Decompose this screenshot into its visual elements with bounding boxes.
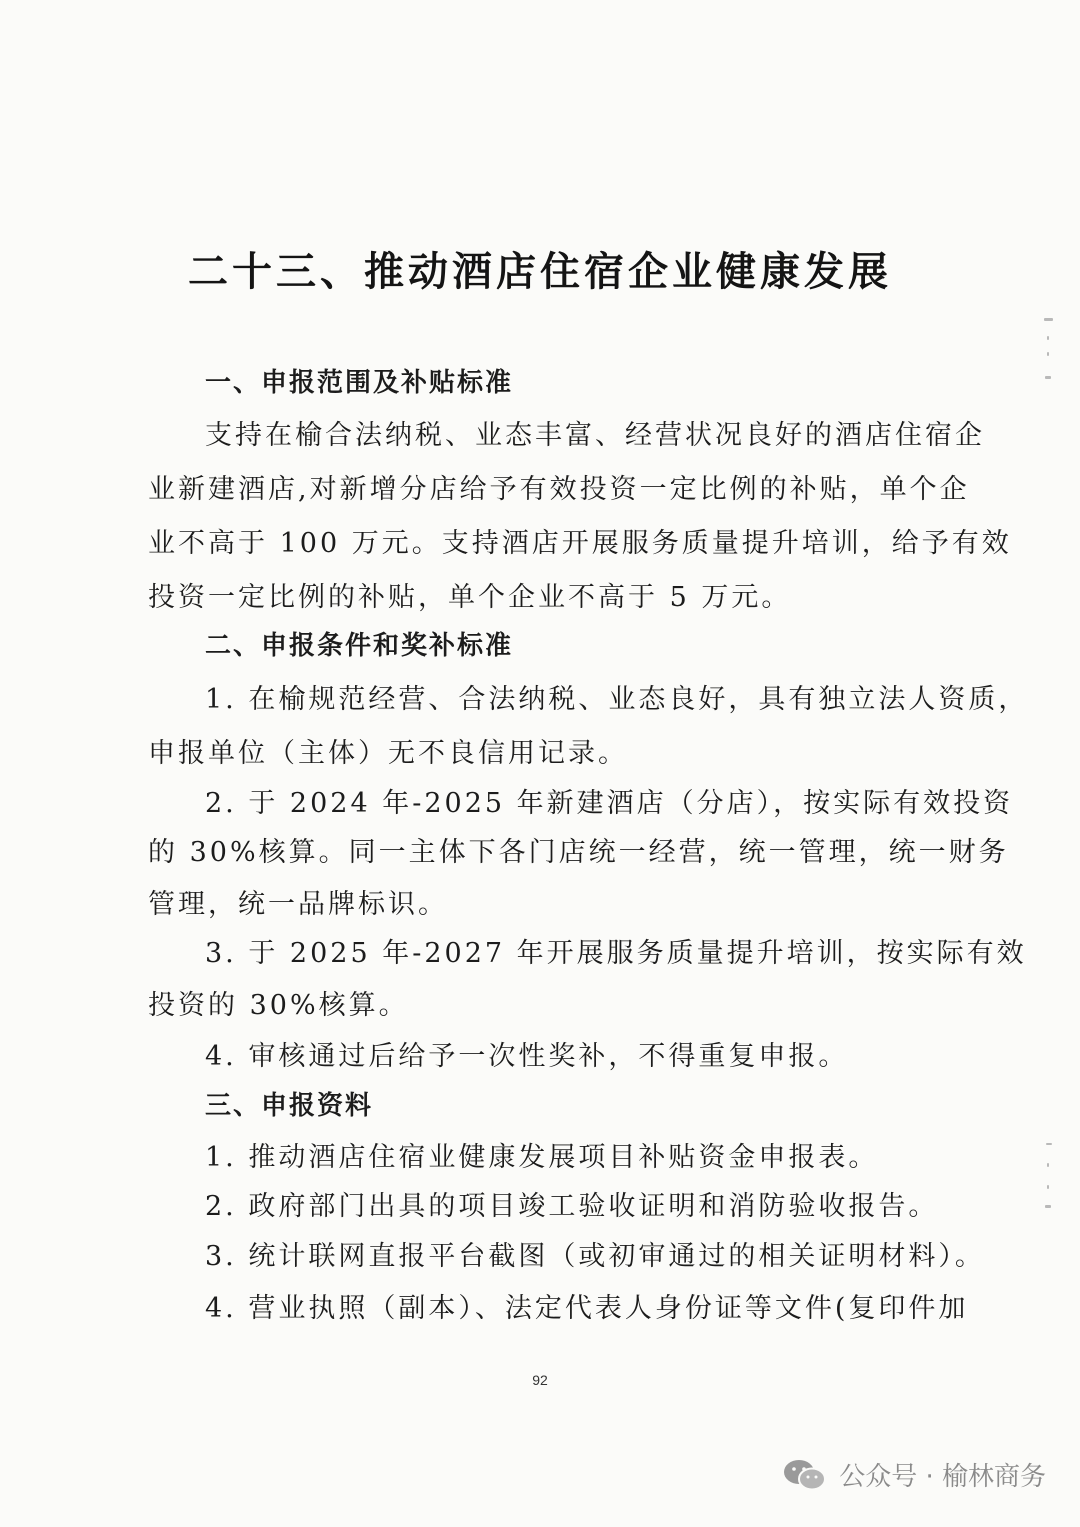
paragraph-line: 1. 推动酒店住宿业健康发展项目补贴资金申报表。 <box>205 1142 879 1173</box>
page-number: 92 <box>532 1372 548 1388</box>
paragraph-line: 4. 营业执照（副本）、法定代表人身份证等文件(复印件加 <box>205 1293 969 1324</box>
section-heading-2: 二、申报条件和奖补标准 <box>205 631 514 661</box>
scan-mark <box>1045 376 1051 379</box>
scan-mark <box>1047 336 1049 340</box>
paragraph-line: 管理，统一品牌标识。 <box>148 889 448 920</box>
paragraph-line: 投资一定比例的补贴，单个企业不高于 5 万元。 <box>148 582 792 613</box>
paragraph-line: 3. 于 2025 年-2027 年开展服务质量提升培训，按实际有效 <box>205 938 1027 969</box>
section-heading-1: 一、申报范围及补贴标准 <box>205 368 514 398</box>
paragraph-line: 申报单位（主体）无不良信用记录。 <box>148 738 628 769</box>
paragraph-line: 业不高于 100 万元。支持酒店开展服务质量提升培训，给予有效 <box>148 528 1012 559</box>
watermark <box>781 1456 1046 1493</box>
paragraph-line: 2. 政府部门出具的项目竣工验收证明和消防验收报告。 <box>205 1191 939 1222</box>
wechat-icon <box>781 1457 829 1493</box>
scan-mark <box>1045 1205 1051 1208</box>
section-heading-3: 三、申报资料 <box>205 1091 374 1121</box>
paragraph-line: 投资的 30%核算。 <box>148 990 409 1021</box>
scan-mark <box>1044 318 1053 321</box>
paragraph-line: 4. 审核通过后给予一次性奖补，不得重复申报。 <box>205 1041 849 1072</box>
paragraph-line: 1. 在榆规范经营、合法纳税、业态良好，具有独立法人资质， <box>205 684 1029 715</box>
scan-mark <box>1046 1143 1052 1145</box>
page-title: 二十三、推动酒店住宿企业健康发展 <box>188 248 892 295</box>
paragraph-line: 的 30%核算。同一主体下各门店统一经营，统一管理，统一财务 <box>148 837 1009 868</box>
paragraph-line: 3. 统计联网直报平台截图（或初审通过的相关证明材料）。 <box>205 1241 985 1272</box>
scan-mark <box>1047 352 1049 356</box>
watermark-text: 公众号 · 榆林商务 <box>839 1462 1046 1492</box>
paragraph-line: 2. 于 2024 年-2025 年新建酒店（分店），按实际有效投资 <box>205 788 1014 819</box>
scan-mark <box>1047 1163 1049 1167</box>
paragraph-line: 支持在榆合法纳税、业态丰富、经营状况良好的酒店住宿企 <box>205 420 985 451</box>
scan-mark <box>1047 1185 1049 1189</box>
paragraph-line: 业新建酒店,对新增分店给予有效投资一定比例的补贴，单个企 <box>148 474 970 505</box>
